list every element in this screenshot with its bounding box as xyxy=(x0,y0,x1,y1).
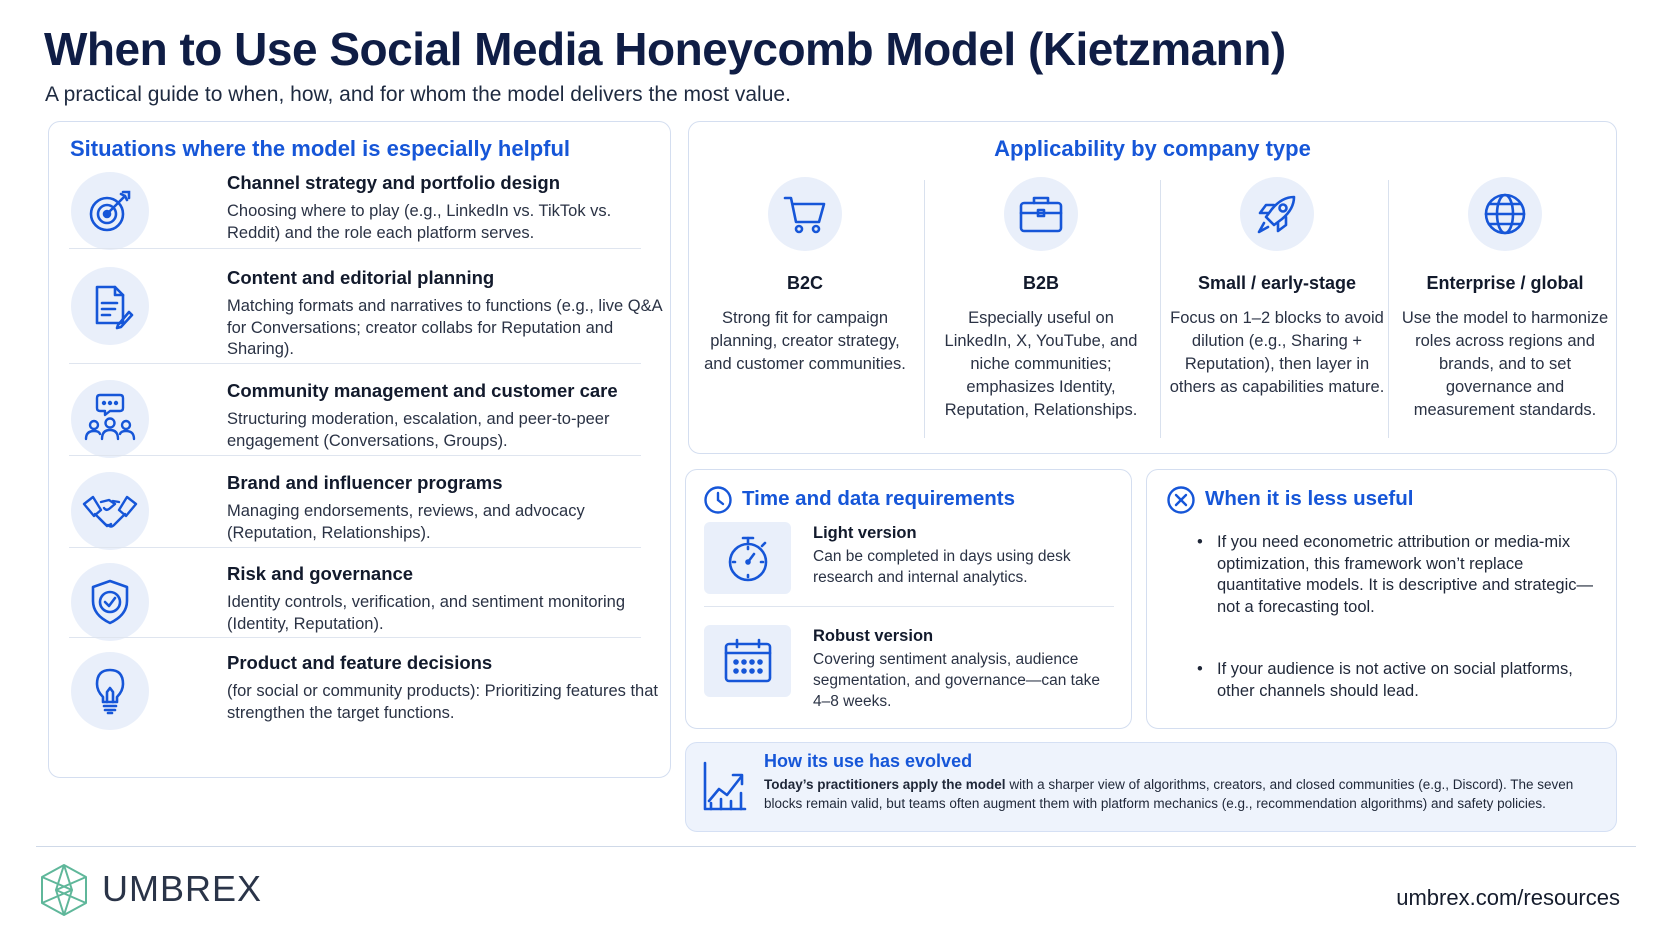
bullet-text: If you need econometric attribution or media-mix optimization, this framework won’t replace quantitative models. It is descriptive and strategic—not a forecasting tool. xyxy=(1217,533,1594,616)
bullet-item xyxy=(1197,532,1597,618)
less-useful-title: When it is less useful xyxy=(1205,487,1414,510)
document-pen-icon xyxy=(71,267,149,345)
situation-body: Managing endorsements, reviews, and advocacy (Reputation, Relationships). xyxy=(227,502,585,542)
applicability-title: Applicability by company type xyxy=(994,136,1311,161)
rocket-icon xyxy=(1240,177,1314,251)
divider xyxy=(69,637,641,638)
handshake-icon xyxy=(71,472,149,550)
company-type-body: Focus on 1–2 blocks to avoid dilution (e.g., Sharing + Reputation), then layer in others as capabilities mature. xyxy=(1169,309,1385,396)
company-type-column xyxy=(1389,177,1621,422)
company-type-column xyxy=(925,177,1157,422)
situations-panel xyxy=(48,121,671,778)
evolution-title: How its use has evolved xyxy=(764,751,973,771)
company-type-heading: B2C xyxy=(786,273,823,293)
less-useful-panel xyxy=(1146,469,1617,729)
version-body: Covering sentiment analysis, audience segmentation, and governance—can take 4–8 weeks. xyxy=(813,651,1100,710)
company-type-body: Use the model to harmonize roles across regions and brands, and to set governance and measurement standards. xyxy=(1401,309,1609,419)
bullet-text: If your audience is not active on social platforms, other channels should lead. xyxy=(1217,660,1573,700)
cart-icon xyxy=(768,177,842,251)
umbrex-logo-icon xyxy=(36,862,92,918)
situation-body: Structuring moderation, escalation, and peer-to-peer engagement (Conversations, Groups). xyxy=(227,410,610,450)
community-icon xyxy=(71,380,149,458)
briefcase-icon xyxy=(1004,177,1078,251)
calendar-icon xyxy=(704,625,791,697)
company-type-column xyxy=(689,177,921,376)
company-type-body: Strong fit for campaign planning, creator strategy, and customer communities. xyxy=(704,309,906,373)
page-subtitle: A practical guide to when, how, and for whom the model delivers the most value. xyxy=(45,83,791,106)
company-type-heading: Enterprise / global xyxy=(1426,273,1584,293)
bullet-dot: • xyxy=(1197,660,1203,678)
situation-heading: Brand and influencer programs xyxy=(227,472,503,493)
time-data-title: Time and data requirements xyxy=(742,487,1016,510)
clock-icon xyxy=(703,485,733,515)
situation-heading: Risk and governance xyxy=(227,563,414,584)
divider xyxy=(69,547,641,548)
close-circle-icon xyxy=(1166,485,1196,515)
footer-divider xyxy=(36,846,1636,847)
situation-heading: Product and feature decisions xyxy=(227,652,493,673)
evolution-panel xyxy=(685,742,1617,832)
version-body: Can be completed in days using desk research and internal analytics. xyxy=(813,548,1071,586)
bullet-item xyxy=(1197,659,1597,702)
bullet-dot: • xyxy=(1197,533,1203,551)
situation-heading: Channel strategy and portfolio design xyxy=(227,172,561,193)
shield-check-icon xyxy=(71,563,149,641)
target-icon xyxy=(71,172,149,250)
situation-body: (for social or community products): Prioritizing features that strengthen the target functions. xyxy=(227,682,658,722)
evolution-text: with a sharper view of algorithms, creators, and closed communities (e.g., Discord). The seven blocks remain valid, but teams often augment them with platform mechanics (e.g., recommendation algorithms) and safety policies. xyxy=(764,777,1574,811)
situation-body: Choosing where to play (e.g., LinkedIn vs. TikTok vs. Reddit) and the role each platform serves. xyxy=(227,202,612,242)
stopwatch-icon xyxy=(704,522,791,594)
divider xyxy=(69,455,641,456)
divider xyxy=(69,363,641,364)
situation-heading: Community management and customer care xyxy=(227,380,618,401)
evolution-body xyxy=(764,776,1604,813)
company-type-column xyxy=(1161,177,1393,399)
lightbulb-icon xyxy=(71,652,149,730)
company-type-body: Especially useful on LinkedIn, X, YouTube, and niche communities; emphasizes Identity, Reputation, Relationships. xyxy=(944,309,1138,419)
situation-body: Identity controls, verification, and sentiment monitoring (Identity, Reputation). xyxy=(227,593,626,633)
evolution-lead: Today’s practitioners apply the model xyxy=(764,777,1006,792)
version-heading: Robust version xyxy=(813,627,934,645)
time-data-panel xyxy=(685,469,1132,729)
divider xyxy=(69,248,641,249)
company-type-heading: Small / early-stage xyxy=(1197,273,1357,293)
footer-url[interactable]: umbrex.com/resources xyxy=(1396,885,1620,910)
trend-up-icon xyxy=(703,761,747,811)
situation-heading: Content and editorial planning xyxy=(227,267,495,288)
situations-title: Situations where the model is especially helpful xyxy=(70,136,571,161)
globe-icon xyxy=(1468,177,1542,251)
brand-name: UMBREX xyxy=(102,868,263,909)
situation-body: Matching formats and narratives to functions (e.g., live Q&A for Conversations; creator collabs for Reputation and Sharing). xyxy=(227,297,662,358)
page-title: When to Use Social Media Honeycomb Model (Kietzmann) xyxy=(44,23,1286,75)
company-type-heading: B2B xyxy=(1022,273,1059,293)
applicability-panel xyxy=(688,121,1617,454)
divider xyxy=(704,606,1114,607)
version-heading: Light version xyxy=(813,524,917,542)
